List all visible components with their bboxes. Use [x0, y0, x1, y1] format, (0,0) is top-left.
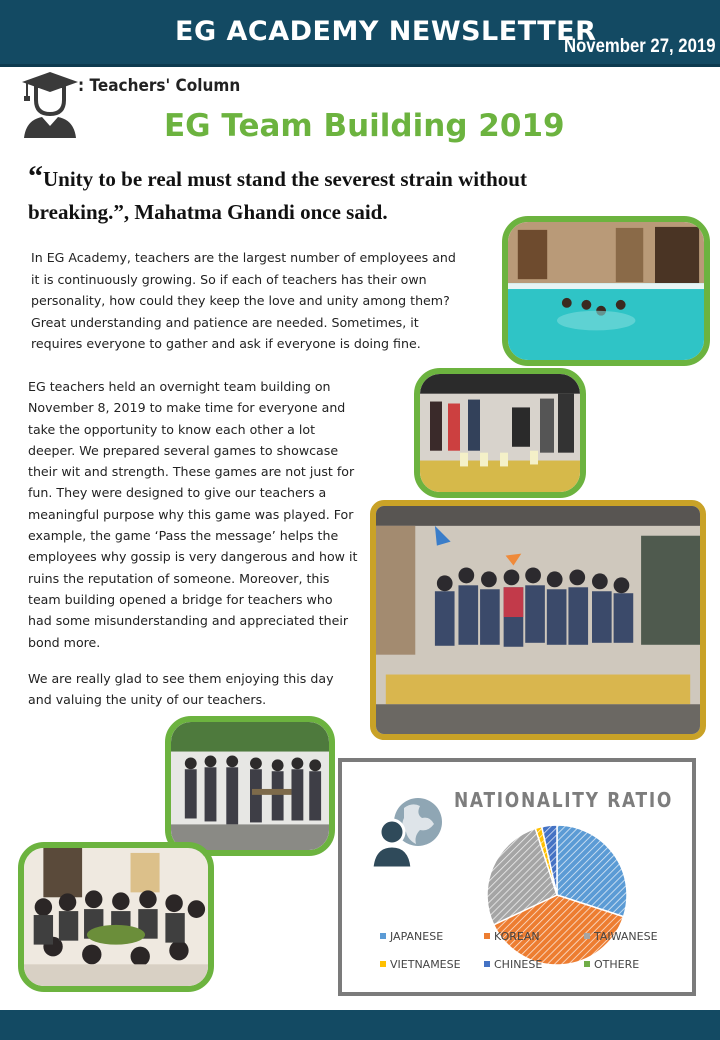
legend-swatch	[380, 933, 386, 939]
photo-pool	[502, 216, 710, 366]
legend-swatch	[584, 933, 590, 939]
legend-swatch	[584, 961, 590, 967]
header-bar	[0, 0, 720, 67]
pie-chart	[484, 822, 630, 968]
chart-title: NATIONALITY RATIO	[454, 788, 674, 812]
legend-swatch	[484, 961, 490, 967]
legend-item-japanese	[380, 930, 443, 943]
legend-swatch	[484, 933, 490, 939]
legend-item-korean	[484, 930, 540, 943]
legend-item-taiwanese	[584, 930, 658, 943]
issue-date: November 27, 2019	[564, 36, 716, 57]
legend-item-othere	[584, 958, 639, 971]
person-globe-icon	[372, 796, 446, 868]
graduate-icon	[20, 70, 80, 138]
newsletter-title: EG ACADEMY NEWSLETTER	[175, 16, 597, 47]
legend-label: VIETNAMESE	[390, 958, 461, 971]
legend-label: CHINESE	[494, 958, 543, 971]
photo-circle-game	[18, 842, 214, 992]
photo-group	[370, 500, 706, 740]
quote-text: Unity to be real must stand the severest strain without breaking.”, Mahatma Ghandi once said.	[28, 167, 527, 224]
paragraph-closing: We are really glad to see them enjoying this day and valuing the unity of our teachers.	[28, 671, 334, 708]
paragraph-event: EG teachers held an overnight team building on November 8, 2019 to make time for everyone and take the opportunity to know each other a lot deeper. We prepared several games to showcase their wit and strength. These games are not just for fun. They were designed to give our teachers a meaningful purpose why this game was played. For example, the game ‘Pass the message’ helps the employees why gossip is very dangerous and how it ruins the reputation of someone. Moreover, this team building opened a bridge for teachers who had some misunderstanding and appreciated their bond more.	[28, 379, 358, 650]
legend-swatch	[380, 961, 386, 967]
article-title: EG Team Building 2019	[164, 108, 565, 144]
column-label: : Teachers' Column	[78, 76, 241, 96]
photo-game	[414, 368, 586, 498]
paragraph-intro: In EG Academy, teachers are the largest number of employees and it is continuously growing. So if each of teachers has their own personality, how could they keep the love and unity among them? Great understanding and patience are needed. Sometimes, it requires everyone to gather and ask if everyone is doing fine.	[31, 250, 456, 351]
legend-label: KOREAN	[494, 930, 540, 943]
photo-outdoor-game	[165, 716, 335, 856]
quote-mark: “	[28, 160, 43, 193]
legend-label: JAPANESE	[390, 930, 444, 943]
footer-bar	[0, 1010, 720, 1040]
legend-label: TAIWANESE	[594, 930, 658, 943]
legend-label: OTHERE	[594, 958, 640, 971]
legend-item-chinese	[484, 958, 542, 971]
legend-item-vietnamese	[380, 958, 461, 971]
